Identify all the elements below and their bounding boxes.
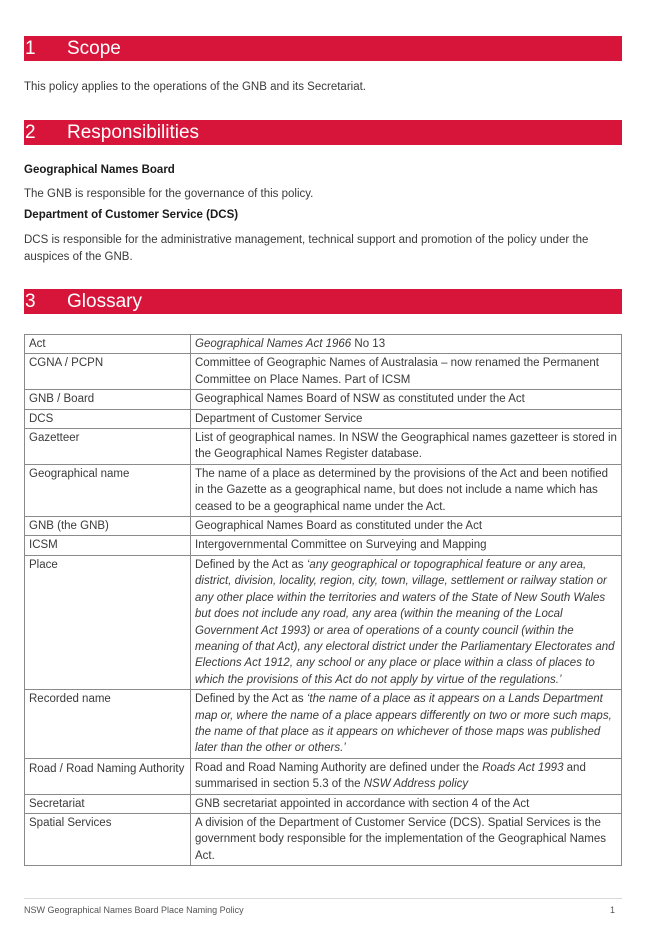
definition-cell: GNB secretariat appointed in accordance with section 4 of the Act (191, 794, 622, 813)
table-row (25, 517, 622, 536)
section-heading-responsibilities (24, 120, 622, 145)
definition-cell: Intergovernmental Committee on Surveying and Mapping (191, 536, 622, 555)
definition-cell: A division of the Department of Customer Service (DCS). Spatial Services is the government body responsible for the implementation of the Geographical Names Act. (191, 813, 622, 865)
table-row (25, 794, 622, 813)
roads-act-title: Roads Act 1993 (482, 761, 564, 774)
table-row (25, 409, 622, 428)
table-row (25, 335, 622, 354)
definition-cell (191, 690, 622, 759)
term-cell: Act (25, 335, 191, 354)
dcs-paragraph: DCS is responsible for the administrative management, technical support and promotion of the policy under the auspices of the GNB. (24, 234, 589, 263)
table-row (25, 555, 622, 689)
term-cell: CGNA / PCPN (25, 354, 191, 390)
table-row (25, 429, 622, 465)
term-cell: Gazetteer (25, 429, 191, 465)
definition-cell (191, 555, 622, 689)
section-number: 1 (25, 37, 36, 59)
glossary-table (24, 334, 622, 866)
section-title: Scope (67, 37, 121, 59)
definition-cell: The name of a place as determined by the provisions of the Act and been notified in the Gazette as a geographical name, but does not include a name which has ceased to be a geographical name under the Act. (191, 464, 622, 516)
term-cell: Spatial Services (25, 813, 191, 865)
gnb-subheading: Geographical Names Board (24, 164, 175, 176)
definition-prefix: Defined by the Act as (195, 693, 307, 706)
definition-cell: Geographical Names Board of NSW as constituted under the Act (191, 390, 622, 409)
term-cell: Secretariat (25, 794, 191, 813)
dcs-subheading: Department of Customer Service (DCS) (24, 209, 239, 221)
section-heading-glossary (24, 289, 622, 314)
definition-cell: Committee of Geographic Names of Australasia – now renamed the Permanent Committee on Place Names. Part of ICSM (191, 354, 622, 390)
term-cell: Road / Road Naming Authority (25, 758, 191, 794)
term-cell: Recorded name (25, 690, 191, 759)
page-number: 1 (609, 905, 615, 915)
term-cell: ICSM (25, 536, 191, 555)
term-cell: DCS (25, 409, 191, 428)
definition-prefix: Defined by the Act as (195, 558, 307, 571)
footer-title: NSW Geographical Names Board Place Naming Policy (24, 905, 244, 915)
table-row (25, 813, 622, 865)
section-title: Responsibilities (67, 121, 200, 143)
gnb-paragraph: The GNB is responsible for the governance of this policy. (24, 188, 314, 200)
definition-cell: Department of Customer Service (191, 409, 622, 428)
definition-cell (191, 335, 622, 354)
table-row (25, 758, 622, 794)
definition-prefix: Road and Road Naming Authority are defined under the (195, 761, 483, 774)
definition-cell: Geographical Names Board as constituted under the Act (191, 517, 622, 536)
term-cell: GNB (the GNB) (25, 517, 191, 536)
definition-quote: ‘the name of a place as it appears on a Lands Department map or, where the name of a place appears differently on two or more such maps, the name of that place as it appears on whichever of those maps was published later than the other or others.’ (195, 693, 612, 755)
definition-cell (191, 758, 622, 794)
term-cell: Geographical name (25, 464, 191, 516)
table-row (25, 690, 622, 759)
section-heading-scope (24, 36, 622, 61)
address-policy-title: NSW Address policy (363, 778, 469, 791)
section-number: 3 (25, 290, 36, 312)
act-title: Geographical Names Act 1966 (195, 338, 352, 350)
scope-paragraph: This policy applies to the operations of the GNB and its Secretariat. (24, 81, 366, 93)
table-row (25, 390, 622, 409)
term-cell: Place (25, 555, 191, 689)
footer-divider (24, 898, 622, 899)
definition-quote: ‘any geographical or topographical feature or any area, district, division, locality, region, city, town, village, settlement or railway station or any other place within the territories and waters of the State of New South Wales but does not include any road, any area (within the meaning of the Local Government Act 1993) or area of operations of a county council (within the meaning of that Act), any electoral district under the Parliamentary Electorates and Elections Act 1912, any school or any place or place within a class of places to which the provisions of this Act do not apply by virtue of the regulations.’ (195, 558, 615, 686)
section-title: Glossary (67, 290, 142, 312)
term-cell: GNB / Board (25, 390, 191, 409)
definition-cell: List of geographical names. In NSW the Geographical names gazetteer is stored in the Geographical Names Register database. (191, 429, 622, 465)
table-row (25, 464, 622, 516)
definition-middle: and summarised in section 5.3 of the (195, 761, 586, 791)
table-row (25, 536, 622, 555)
act-number: No 13 (351, 338, 386, 350)
table-row (25, 354, 622, 390)
section-number: 2 (25, 121, 36, 143)
